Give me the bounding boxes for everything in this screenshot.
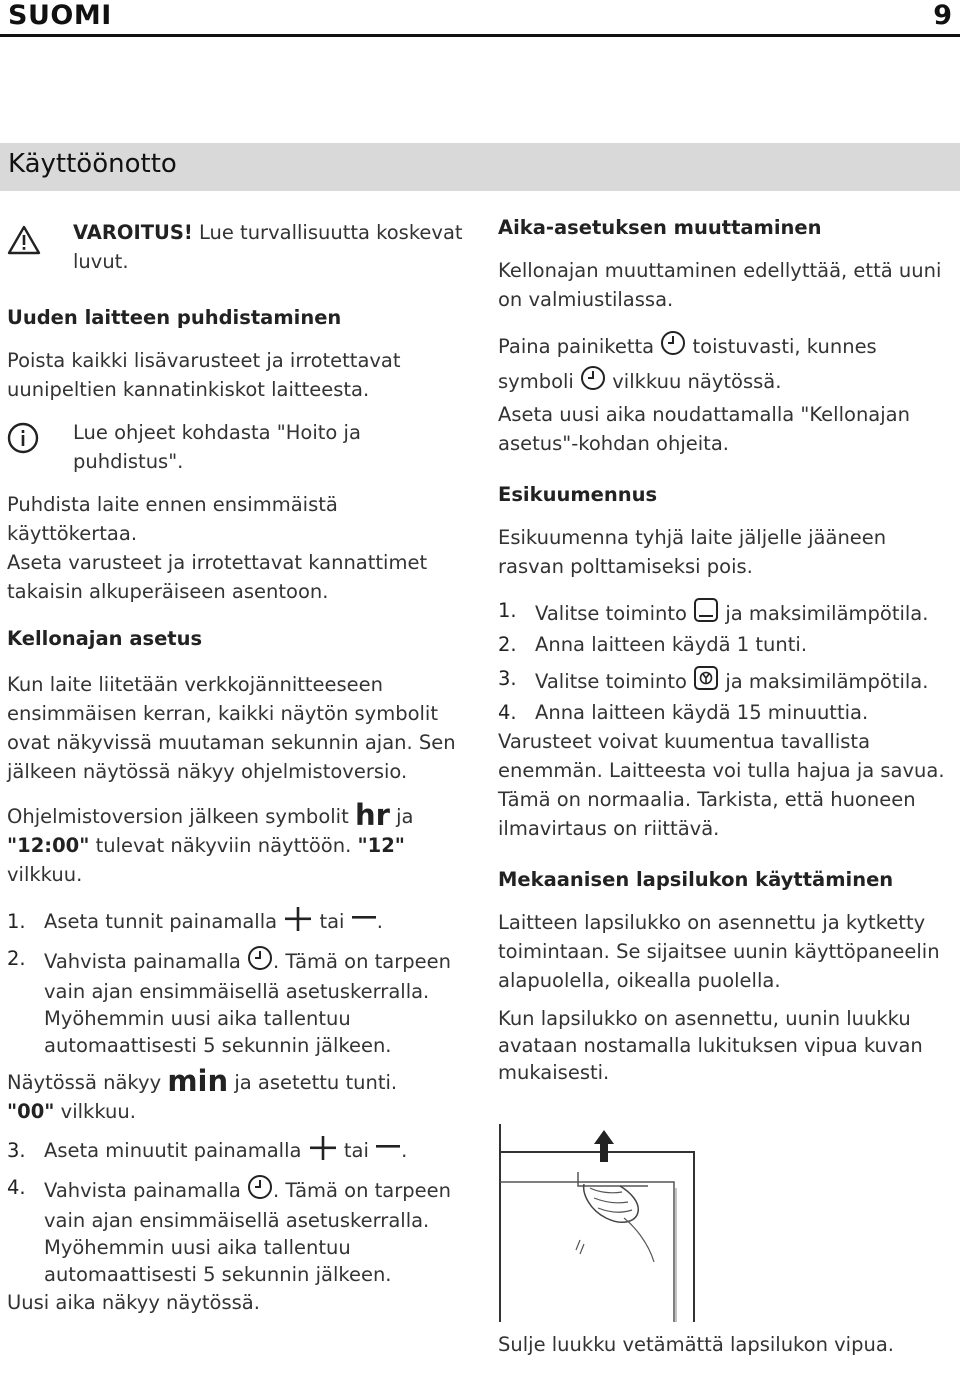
step-text xyxy=(535,597,954,631)
step3-text-a: Aseta minuutit painamalla xyxy=(44,1139,308,1162)
warning-block xyxy=(7,218,469,276)
time-change-paragraph-1: Kellonajan muuttaminen edellyttää, että uuni on valmiustilassa. xyxy=(498,259,942,311)
step-text xyxy=(44,1174,469,1288)
step1-text-a: Aseta tunnit painamalla xyxy=(44,910,284,933)
step1-text-b: tai xyxy=(313,910,351,933)
clock-icon xyxy=(660,330,686,365)
clock-p2-text-c: tulevat näkyviin näyttöön. xyxy=(89,834,358,857)
clock-heading: Kellonajan asetus xyxy=(7,627,203,650)
minus-icon xyxy=(351,907,377,939)
ps3-text-b: ja maksimilämpötila. xyxy=(719,670,929,693)
ps1-text-b: ja maksimilämpötila. xyxy=(719,602,929,625)
step3-text-b: tai xyxy=(337,1139,376,1162)
clock-p3-code: "00" xyxy=(7,1100,55,1123)
section-title: Käyttöönotto xyxy=(8,149,177,179)
ps3-text-a: Valitse toiminto xyxy=(535,670,694,693)
clock-paragraph-2 xyxy=(7,798,469,889)
ps1-text-a: Valitse toiminto xyxy=(535,602,694,625)
preheat-step-1 xyxy=(498,597,954,631)
step-text: Anna laitteen käydä 15 minuuttia. xyxy=(535,701,869,724)
warning-label: VAROITUS! xyxy=(73,221,193,244)
childlock-illustration xyxy=(498,1122,698,1332)
minus-icon xyxy=(375,1136,401,1168)
clock-paragraph-1: Kun laite liitetään verkkojännitteeseen ensimmäisen kerran, kaikki näytön symbolit ovat näkyvissä muutaman sekunnin ajan. Sen jälkeen näytössä näkyy ohjelmistoversio. xyxy=(7,673,456,783)
up-arrow-icon xyxy=(594,1130,614,1162)
figure-caption xyxy=(498,1330,954,1359)
time-change-heading: Aika-asetuksen muuttaminen xyxy=(498,216,822,239)
step4-text-a: Vahvista painamalla xyxy=(44,1179,248,1202)
caption-text: Sulje luukku vetämättä lapsilukon vipua. xyxy=(498,1333,894,1356)
step-number: 1. xyxy=(498,599,517,622)
left-column xyxy=(7,218,469,1317)
right-column xyxy=(498,213,954,1086)
clock-p3-text-a: Näytössä näkyy xyxy=(7,1071,168,1094)
preheat-paragraph-1: Esikuumenna tyhjä laite jäljelle jääneen rasvan polttamiseksi pois. xyxy=(498,526,887,578)
preheat-step-2 xyxy=(498,631,954,659)
preheat-paragraph-2: Varusteet voivat kuumentua tavallista enemmän. Laitteesta voi tulla hajua ja savua. Tämä on normaalia. Tarkista, että huoneen ilmavirtaus on riittävä. xyxy=(498,730,945,840)
clock-p3-text-c: vilkkuu. xyxy=(54,1100,136,1123)
hr-symbol: hr xyxy=(354,798,390,832)
tc-p2-text-b: toistuvasti, kunnes symboli xyxy=(498,335,877,393)
info-block xyxy=(7,418,469,476)
step-number: 1. xyxy=(7,910,26,933)
tc-p2-text-c: vilkkuu näytössä. xyxy=(606,370,782,393)
step1-text-c: . xyxy=(376,910,383,933)
step-number: 2. xyxy=(7,947,26,970)
language-label: SUOMI xyxy=(8,0,112,31)
clock-paragraph-4: Uusi aika näkyy näytössä. xyxy=(7,1291,260,1314)
preheat-heading: Esikuumennus xyxy=(498,483,658,506)
childlock-heading: Mekaanisen lapsilukon käyttäminen xyxy=(498,868,894,891)
cleaning-paragraph-3: Aseta varusteet ja irrotettavat kannattimet takaisin alkuperäiseen asentoon. xyxy=(7,551,428,603)
childlock-paragraph-2: Kun lapsilukko on asennettu, uunin luukku avataan nostamalla lukituksen vipua kuvan mukaisesti. xyxy=(498,1007,923,1084)
step-number: 2. xyxy=(498,633,517,656)
info-icon xyxy=(7,418,73,476)
step-text xyxy=(44,1136,469,1168)
warning-body: Lue turvallisuutta koskevat luvut. xyxy=(73,221,463,273)
clock-paragraph-3 xyxy=(7,1064,469,1126)
step2-text-a: Vahvista painamalla xyxy=(44,950,248,973)
clock-icon xyxy=(580,365,606,400)
step-text: Anna laitteen käydä 1 tunti. xyxy=(535,633,808,656)
clock-p2-text-a: Ohjelmistoversion jälkeen symbolit xyxy=(7,805,355,828)
preheat-step-3 xyxy=(498,665,954,699)
step-text xyxy=(44,945,469,1059)
clock-step-4 xyxy=(7,1174,469,1288)
preheat-step-4 xyxy=(498,699,954,727)
page-number: 9 xyxy=(933,0,952,31)
cleaning-heading: Uuden laitteen puhdistaminen xyxy=(7,306,342,329)
time-change-paragraph-3: Aseta uusi aika noudattamalla "Kellonajan asetus"-kohdan ohjeita. xyxy=(498,403,910,455)
clock-p2-code: "12:00" xyxy=(7,834,90,857)
clock-step-1 xyxy=(7,907,469,939)
step3-text-c: . xyxy=(401,1139,408,1162)
section-band xyxy=(0,143,960,191)
cleaning-paragraph-1: Poista kaikki lisävarusteet ja irrotettavat uunipeltien kannatinkiskot laitteesta. xyxy=(7,349,401,401)
time-change-paragraph-2 xyxy=(498,330,954,400)
clock-p2-code2: "12" xyxy=(357,834,405,857)
clock-p2-text-b: ja xyxy=(389,805,414,828)
fan-heat-icon xyxy=(693,665,719,699)
info-text: Lue ohjeet kohdasta "Hoito ja puhdistus". xyxy=(73,421,361,473)
clock-p3-text-b: ja asetettu tunti. xyxy=(228,1071,398,1094)
clock-icon xyxy=(247,1174,273,1207)
clock-icon xyxy=(247,945,273,978)
clock-step-3 xyxy=(7,1136,469,1168)
cleaning-paragraph-2: Puhdista laite ennen ensimmäistä käyttökertaa. xyxy=(7,493,338,545)
clock-step-2 xyxy=(7,945,469,1059)
header-rule xyxy=(0,34,960,37)
plus-icon xyxy=(308,1136,338,1168)
step-number: 3. xyxy=(7,1139,26,1162)
step-number: 4. xyxy=(498,701,517,724)
clock-p2-text-d: vilkkuu. xyxy=(7,863,83,886)
warning-text xyxy=(73,218,469,276)
step-number: 3. xyxy=(498,667,517,690)
step-text xyxy=(44,907,469,939)
step2-text-b: . Tämä on tarpeen vain ajan ensimmäisellä asetuskerralla. Myöhemmin uusi aika tallentuu automaattisesti 5 sekunnin jälkeen. xyxy=(44,950,451,1057)
plus-icon xyxy=(283,907,313,939)
step-text xyxy=(535,665,954,699)
childlock-paragraph-1: Laitteen lapsilukko on asennettu ja kytketty toimintaan. Se sijaitsee uunin käyttöpaneelin alapuolella, oikealla puolella. xyxy=(498,911,940,992)
oven-heat-icon xyxy=(693,597,719,631)
min-symbol: min xyxy=(167,1064,229,1098)
step4-text-b: . Tämä on tarpeen vain ajan ensimmäisellä asetuskerralla. Myöhemmin uusi aika tallentuu automaattisesti 5 sekunnin jälkeen. xyxy=(44,1179,451,1286)
page-header xyxy=(0,0,960,34)
tc-p2-text-a: Paina painiketta xyxy=(498,335,661,358)
warning-triangle-icon xyxy=(7,218,73,276)
step-number: 4. xyxy=(7,1176,26,1199)
